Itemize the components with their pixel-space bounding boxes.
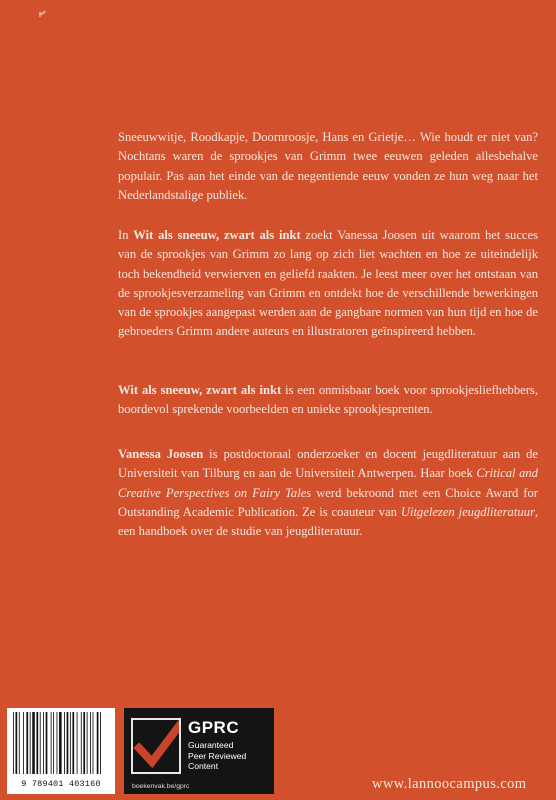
blurb-paragraph-summary xyxy=(118,226,538,342)
isbn-barcode xyxy=(7,708,115,794)
barcode-number: 9 789401 403160 xyxy=(21,779,101,789)
blurb-intro-text: Sneeuwwitje, Roodkapje, Doornroosje, Hans en Grietje… Wie houdt er niet van? Nochtans waren de sprookjes van Grimm twee eeuwen geleden allesbehalve populair. Pas aan het einde van de negentiende eeuw vonden ze hun weg naar het Nederlandstalige publiek. xyxy=(118,130,538,202)
blurb-paragraph-intro xyxy=(118,128,538,205)
bio-text-3: , een handboek over de studie van jeugdliteratuur. xyxy=(118,504,538,539)
corner-mark-stem xyxy=(39,12,41,17)
bio-book-title-2: Uitgelezen jeugdliteratuur xyxy=(400,504,535,519)
book-title: Wit als sneeuw, zwart als inkt xyxy=(133,228,301,242)
publisher-website: www.lannoocampus.com xyxy=(372,776,527,792)
barcode-bars xyxy=(13,712,109,774)
gprc-line: Guaranteed xyxy=(188,740,234,750)
checkmark-icon xyxy=(131,718,181,774)
bio-book-title-1: Critical and Creative Perspectives on Fairy Tales xyxy=(118,466,538,500)
bio-text-1: is postdoctoraal onderzoeker en docent jeugdliteratuur aan de Universiteit van Tilburg en aan de Universiteit Antwerpen. Haar boek xyxy=(118,447,538,481)
pitch-text: is een onmisbaar boek voor sprookjesliefhebbers, boordevol sprekende voorbeelden en unieke sprookjesprenten. xyxy=(118,383,538,417)
gprc-line: Peer Reviewed xyxy=(188,750,247,761)
author-bio xyxy=(118,445,538,541)
gprc-url: boekenvak.be/gprc xyxy=(132,783,190,790)
summary-prefix: In xyxy=(118,228,134,242)
book-title-repeat: Wit als sneeuw, zwart als inkt xyxy=(118,383,282,397)
gprc-subtitle xyxy=(188,740,246,772)
gprc-logo xyxy=(124,708,274,794)
bio-text-2: werd bekroond met een Choice Award for Outstanding Academic Publication. Ze is coauteur van xyxy=(118,485,538,519)
author-name: Vanessa Joosen xyxy=(118,447,204,461)
blurb-paragraph-pitch xyxy=(118,381,538,420)
gprc-line: Content xyxy=(188,761,219,771)
summary-text: zoekt Vanessa Joosen uit waarom het succes van de sprookjes van Grimm zo lang op zich liet wachten en hoe ze uiteindelijk toch bekendheid verwierven en geliefd raakten. Je leest meer over het ontstaan van de sprookjesverzameling van Grimm en ontdekt hoe de verschillende bewerkingen van de sprookjes aangepast werden aan de gangbare normen van hun tijd en hoe de gebroeders Grimm andere auteurs en illustratoren geïnspireerd hebben. xyxy=(118,228,538,339)
gprc-title: GPRC xyxy=(188,718,240,737)
